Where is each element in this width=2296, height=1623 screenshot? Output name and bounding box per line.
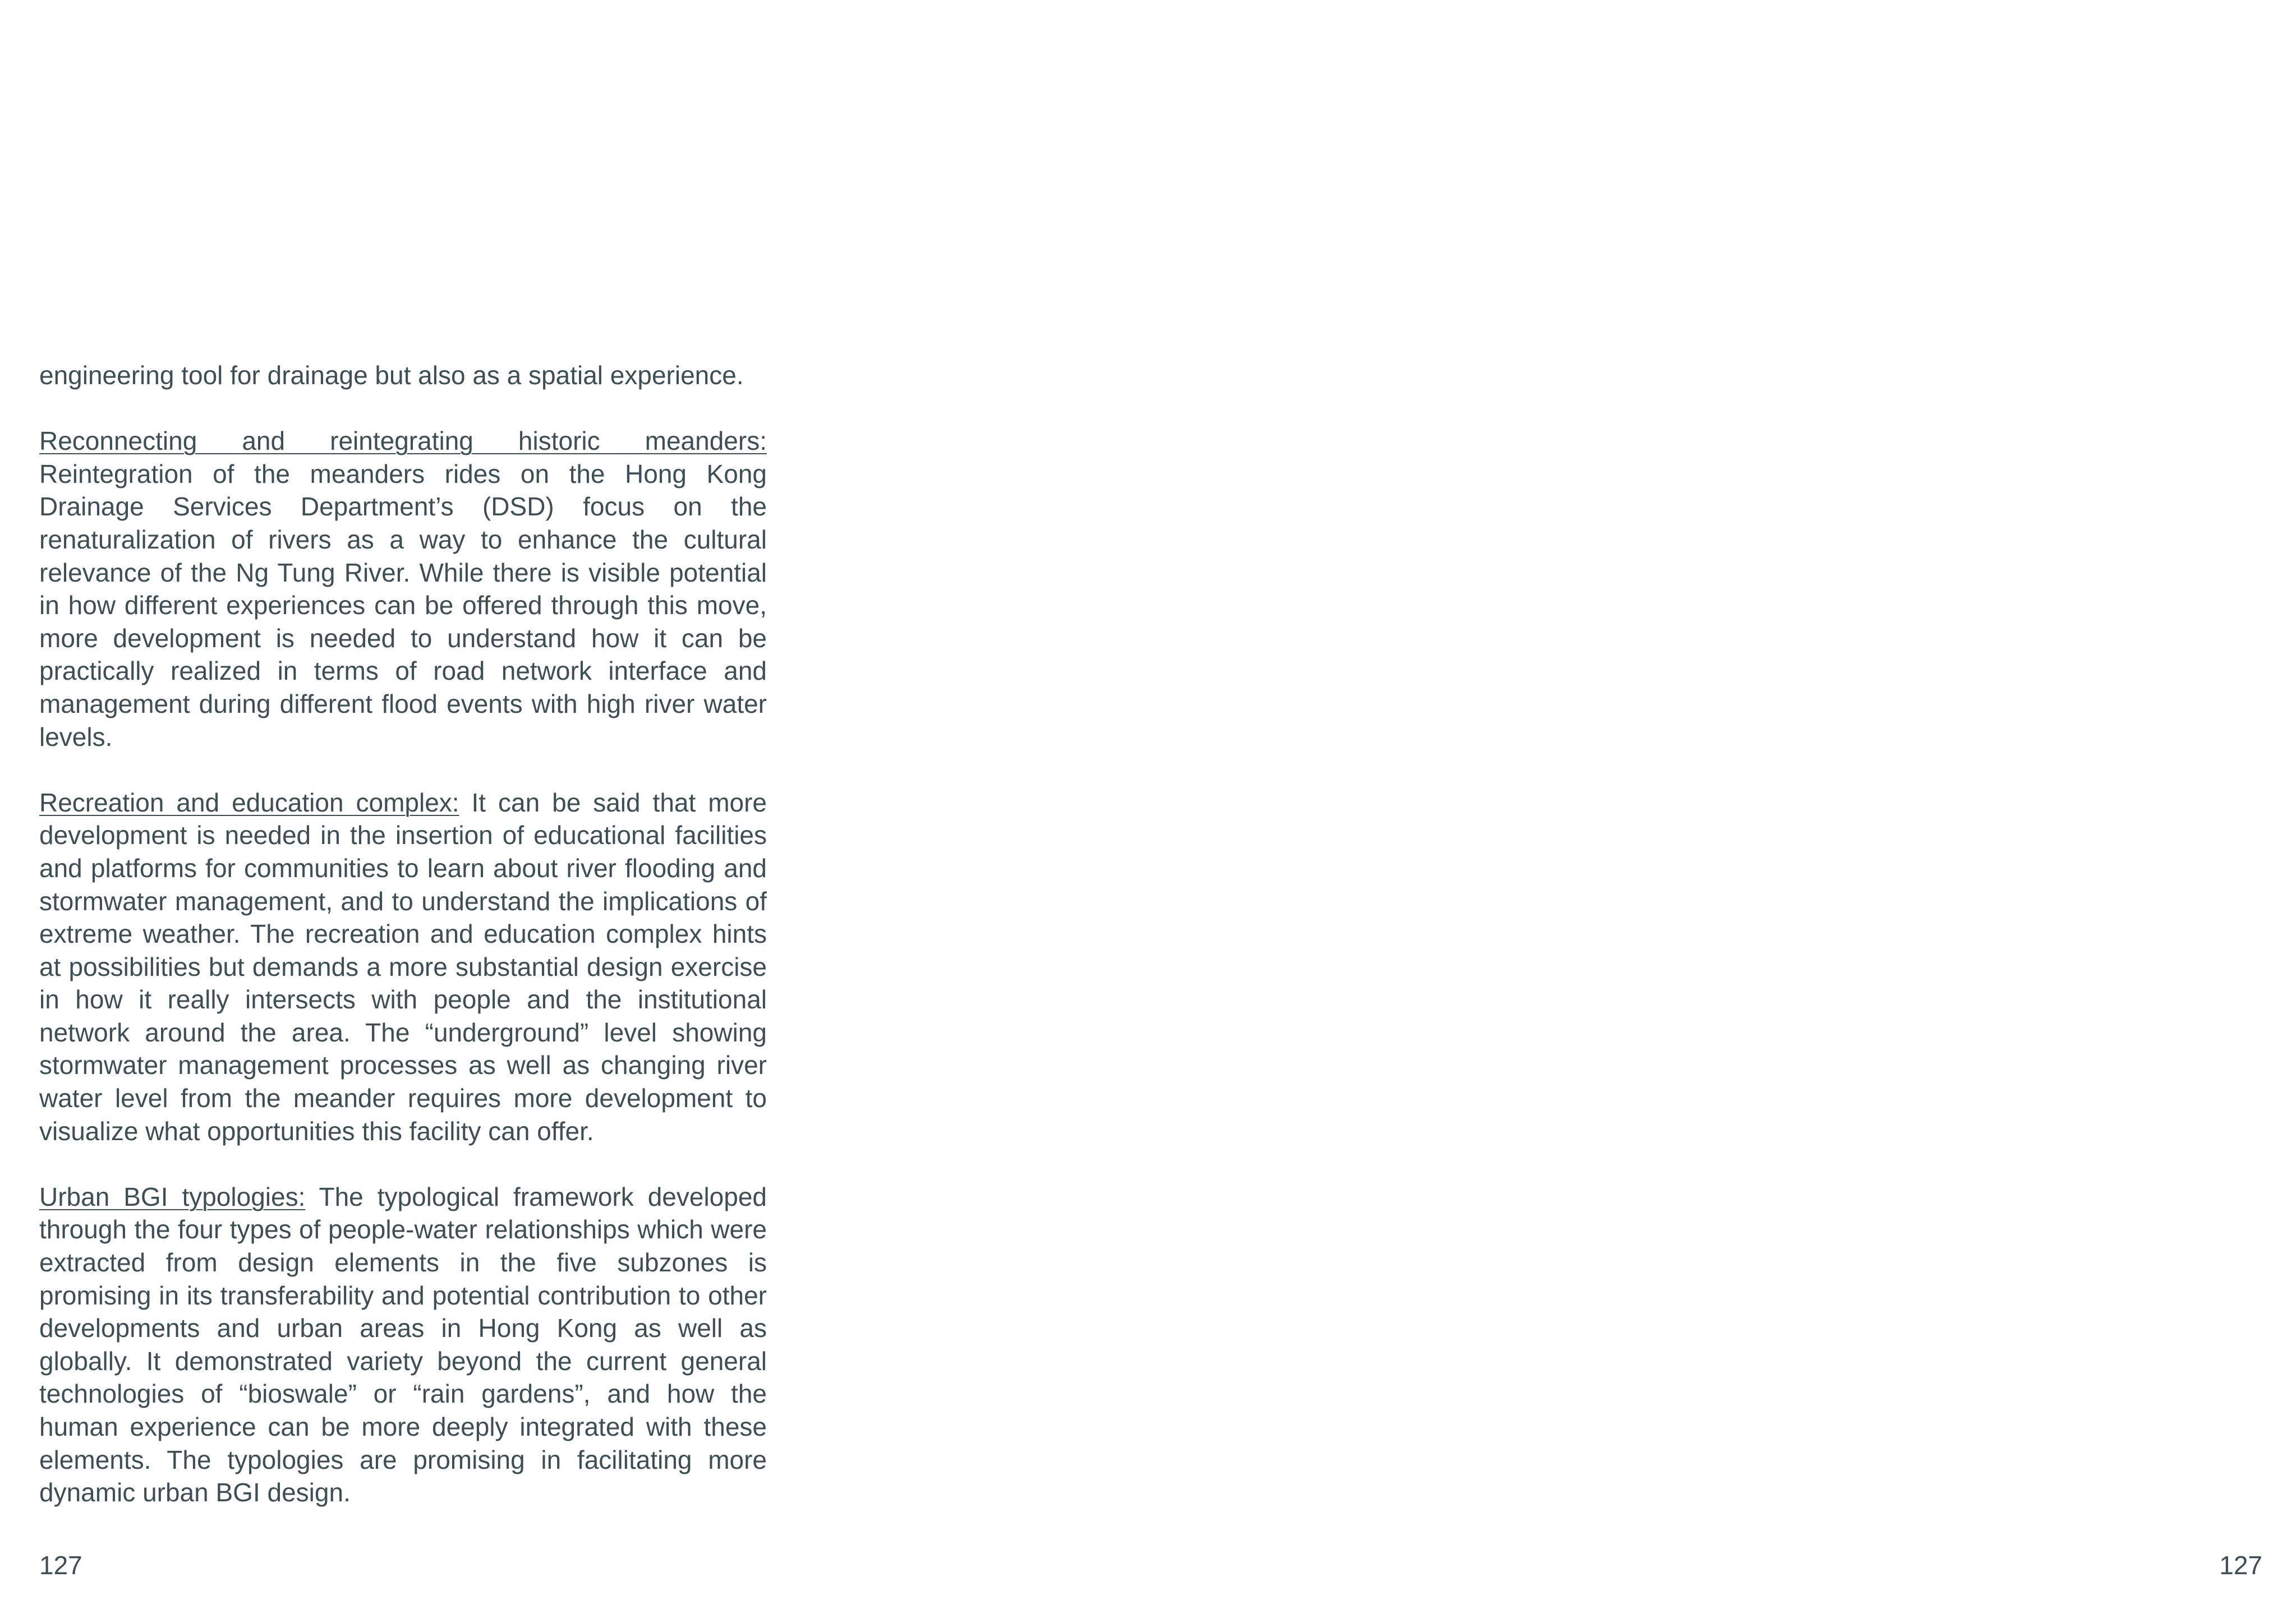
paragraph-meanders: [39, 425, 767, 753]
paragraph-body: engineering tool for drainage but also as a spatial experience.: [39, 361, 744, 390]
paragraph-continuation: [39, 359, 767, 392]
paragraph-body-recreation-education: It can be said that more development is needed in the insertion of educational facilities and platforms for communities to learn about river flooding and stormwater management, and to understand the implications of extreme weather. The recreation and education complex hints at possibilities but demands a more substantial design exercise in how it really intersects with people and the institutional network around the area. The “underground” level showing stormwater management processes as well as changing river water level from the meander requires more development to visualize what opportunities this facility can offer.: [39, 787, 767, 1146]
paragraph-heading-urban-bgi: Urban BGI typologies:: [39, 1182, 306, 1211]
page-number-left: 127: [39, 1551, 82, 1580]
text-column: [39, 359, 767, 1509]
paragraph-recreation-education: [39, 786, 767, 1148]
paragraph-body-urban-bgi: The typological framework developed through the four types of people-water relationships which were extracted from design elements in the five subzones is promising in its transferability and potential contribution to other developments and urban areas in Hong Kong as well as globally. It demonstrated variety beyond the current general technologies of “bioswale” or “rain gardens”, and how the human experience can be more deeply integrated with these elements. The typologies are promising in facilitating more dynamic urban BGI design.: [39, 1182, 767, 1507]
page-number-right: 127: [2219, 1551, 2262, 1580]
paragraph-heading-meanders: Reconnecting and reintegrating historic meanders:: [39, 426, 767, 456]
paragraph-urban-bgi: [39, 1181, 767, 1509]
paragraph-heading-recreation-education: Recreation and education complex:: [39, 787, 459, 817]
paragraph-body-meanders: Reintegration of the meanders rides on the Hong Kong Drainage Services Department’s (DSD) focus on the renaturalization of rivers as a way to enhance the cultural relevance of the Ng Tung River. While there is visible potential in how different experiences can be offered through this move, more development is needed to understand how it can be practically realized in terms of road network interface and management during different flood events with high river water levels.: [39, 459, 767, 751]
